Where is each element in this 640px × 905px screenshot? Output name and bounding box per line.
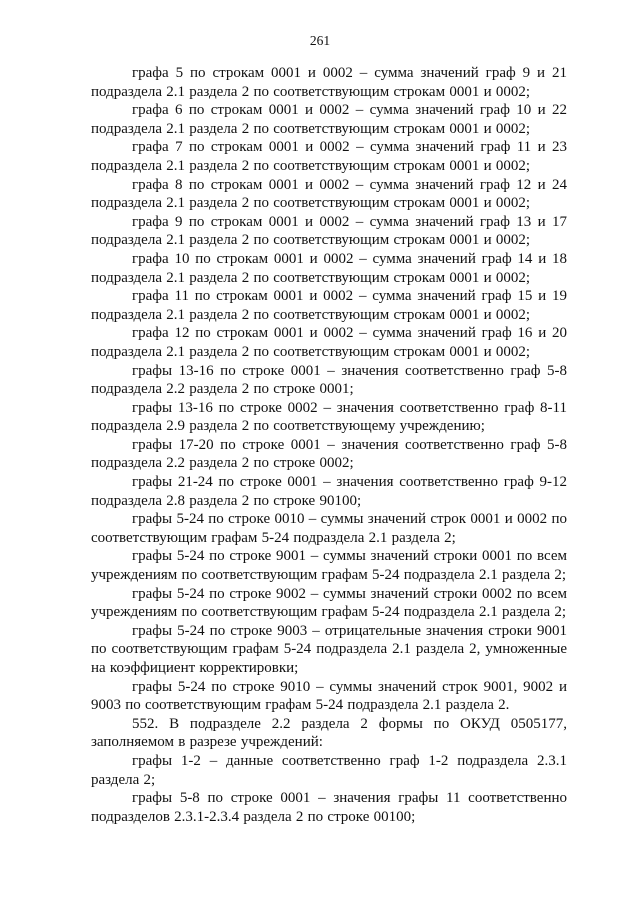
paragraph-grafy-5-8: графы 5-8 по строке 0001 – значения графы 11 соответственно подразделов 2.3.1-2.3.4 раздела 2 по строке 00100; [91,790,567,825]
paragraph-grafa-8: графа 8 по строкам 0001 и 0002 – сумма значений граф 12 и 24 подраздела 2.1 раздела 2 по соответствующим строкам 0001 и 0002; [91,176,567,212]
paragraph-item-552: 552. В подразделе 2.2 раздела 2 формы по ОКУД 0505177, заполняемом в разрезе учреждений: [91,715,567,751]
paragraph-grafa-7: графа 7 по строкам 0001 и 0002 – сумма значений граф 11 и 23 подраздела 2.1 раздела 2 по соответствующим строкам 0001 и 0002; [91,139,567,174]
paragraph-grafy-5-24-row-9003: графы 5-24 по строке 9003 – отрицательные значения строки 9001 по соответствующим графам 5-24 подраздела 2.1 раздела 2, умноженные на коэффициент корректировки; [91,622,567,676]
paragraph-grafa-5: графа 5 по строкам 0001 и 0002 – сумма значений граф 9 и 21 подраздела 2.1 раздела 2 по соответствующим строкам 0001 и 0002; [91,65,567,100]
paragraph-grafy-5-24-row-9002: графы 5-24 по строке 9002 – суммы значений строки 0002 по всем учреждениям по соответствующим графам 5-24 подраздела 2.1 раздела 2; [91,585,567,621]
paragraph-grafy-5-24-row-9010: графы 5-24 по строке 9010 – суммы значений строк 9001, 9002 и 9003 по соответствующим графам 5-24 подраздела 2.1 раздела 2. [91,678,567,714]
paragraph-grafa-12: графа 12 по строкам 0001 и 0002 – сумма значений граф 16 и 20 подраздела 2.1 раздела 2 по соответствующим строкам 0001 и 0002; [91,325,567,360]
paragraph-grafy-21-24: графы 21-24 по строке 0001 – значения соответственно граф 9-12 подраздела 2.8 раздела 2 по строке 90100; [91,474,567,509]
paragraph-grafa-11: графа 11 по строкам 0001 и 0002 – сумма значений граф 15 и 19 подраздела 2.1 раздела 2 по соответствующим строкам 0001 и 0002; [91,288,567,323]
paragraph-grafy-5-24-row-0010: графы 5-24 по строке 0010 – суммы значений строк 0001 и 0002 по соответствующим графам 5-24 подраздела 2.1 раздела 2; [91,511,567,546]
paragraph-grafa-6: графа 6 по строкам 0001 и 0002 – сумма значений граф 10 и 22 подраздела 2.1 раздела 2 по соответствующим строкам 0001 и 0002; [91,102,567,137]
paragraph-grafy-5-24-row-9001: графы 5-24 по строке 9001 – суммы значений строки 0001 по всем учреждениям по соответствующим графам 5-24 подраздела 2.1 раздела 2; [91,548,567,584]
paragraph-grafy-17-20: графы 17-20 по строке 0001 – значения соответственно граф 5-8 подраздела 2.2 раздела 2 по строке 0002; [91,436,567,472]
paragraph-grafa-10: графа 10 по строкам 0001 и 0002 – сумма значений граф 14 и 18 подраздела 2.1 раздела 2 по соответствующим строкам 0001 и 0002; [91,250,567,286]
paragraph-grafy-13-16-row-0001: графы 13-16 по строке 0001 – значения соответственно граф 5-8 подраздела 2.2 раздела 2 по строке 0001; [91,362,567,398]
paragraph-grafa-9: графа 9 по строкам 0001 и 0002 – сумма значений граф 13 и 17 подраздела 2.1 раздела 2 по соответствующим строкам 0001 и 0002; [91,213,567,249]
paragraph-grafy-1-2: графы 1-2 – данные соответственно граф 1-2 подраздела 2.3.1 раздела 2; [91,752,567,788]
paragraph-grafy-13-16-row-0002: графы 13-16 по строке 0002 – значения соответственно граф 8-11 подраздела 2.9 раздела 2 по соответствующему учреждению; [91,399,567,435]
page-number: 261 [309,33,331,48]
document-body [91,64,567,826]
